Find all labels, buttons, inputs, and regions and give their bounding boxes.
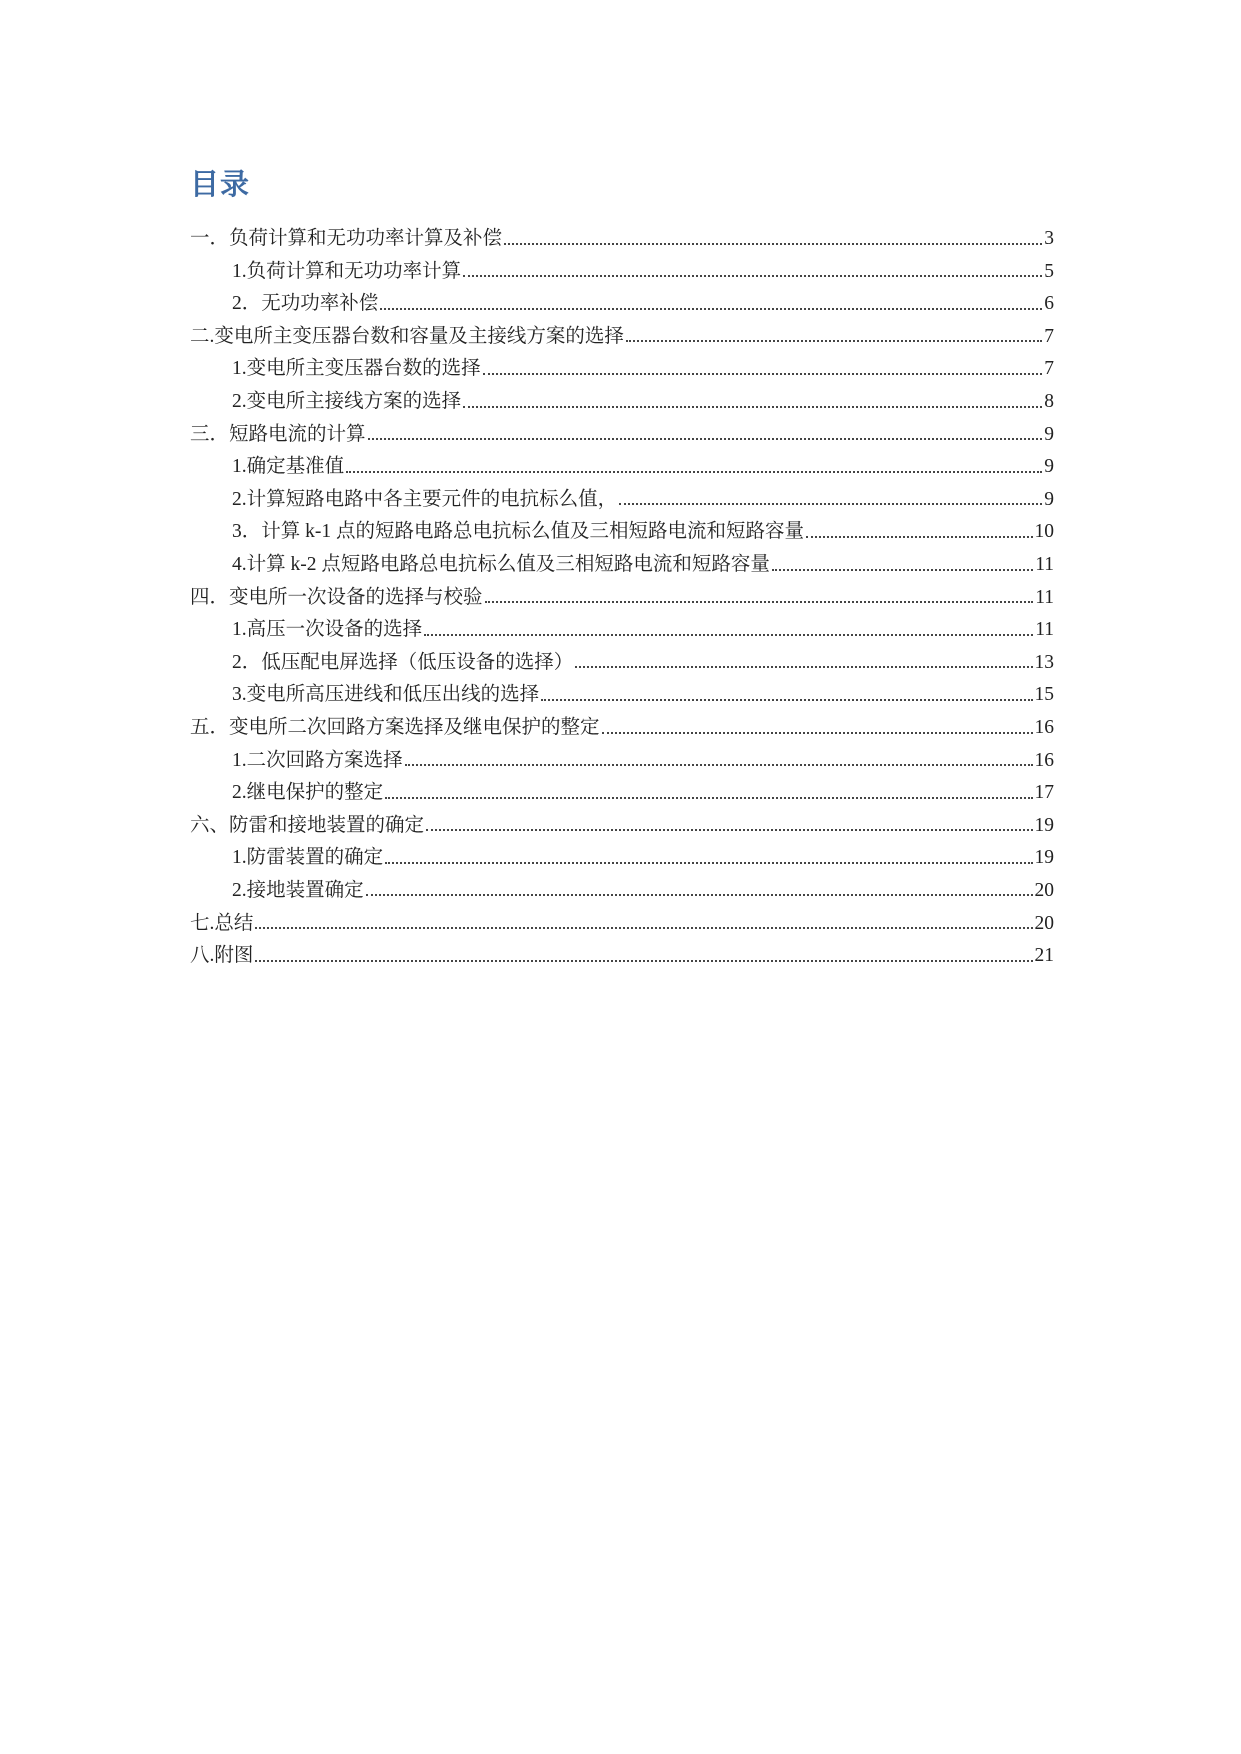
toc-entry[interactable] — [190, 513, 1054, 546]
toc-entry-page-number: 21 — [1034, 945, 1054, 967]
toc-entry-page-number: 20 — [1034, 879, 1054, 901]
toc-entry[interactable] — [190, 579, 1054, 612]
toc-dot-leader — [255, 960, 1032, 962]
toc-entry-page-number: 10 — [1034, 521, 1054, 543]
toc-entry[interactable] — [190, 937, 1054, 970]
toc-entry-label: 3.变电所高压进线和低压出线的选择 — [232, 684, 540, 706]
toc-entry[interactable] — [190, 481, 1054, 514]
toc-entry-label: 七.总结 — [190, 912, 254, 934]
toc-entry[interactable] — [190, 448, 1054, 481]
toc-dot-leader — [426, 829, 1032, 831]
toc-dot-leader — [255, 927, 1032, 929]
toc-dot-leader — [485, 601, 1034, 603]
toc-entry-page-number: 3 — [1044, 228, 1054, 250]
toc-entry[interactable] — [190, 253, 1054, 286]
toc-entry-label: 1.二次回路方案选择 — [232, 749, 403, 771]
toc-entry-page-number: 15 — [1034, 684, 1054, 706]
toc-entry-page-number: 7 — [1044, 358, 1054, 380]
toc-entry[interactable] — [190, 220, 1054, 253]
toc-entry-page-number: 8 — [1044, 391, 1054, 413]
toc-dot-leader — [483, 373, 1043, 375]
toc-dot-leader — [806, 536, 1033, 538]
toc-entry-page-number: 16 — [1034, 749, 1054, 771]
toc-entry[interactable] — [190, 709, 1054, 742]
toc-entry-label: 2.继电保护的整定 — [232, 782, 384, 804]
toc-dot-leader — [504, 243, 1042, 245]
toc-entry-label: 八.附图 — [190, 945, 254, 967]
toc-entry[interactable] — [190, 611, 1054, 644]
toc-entry-label: 2．无功功率补偿 — [232, 293, 379, 315]
toc-entry-page-number: 19 — [1034, 847, 1054, 869]
toc-entry-label: 1.变电所主变压器台数的选择 — [232, 358, 481, 380]
toc-entry-label: 2.计算短路电路中各主要元件的电抗标么值， — [232, 488, 618, 510]
toc-entry-label: 1.确定基准值 — [232, 456, 345, 478]
toc-entry-label: 2．低压配电屏选择（低压设备的选择） — [232, 651, 574, 673]
toc-entry[interactable] — [190, 807, 1054, 840]
toc-entry[interactable] — [190, 676, 1054, 709]
toc-entry-label: 2.接地装置确定 — [232, 879, 364, 901]
toc-entry-page-number: 9 — [1044, 488, 1054, 510]
toc-entry-label: 三．短路电流的计算 — [190, 423, 366, 445]
toc-dot-leader — [385, 797, 1032, 799]
toc-entry[interactable] — [190, 285, 1054, 318]
toc-entry[interactable] — [190, 904, 1054, 937]
toc-entry[interactable] — [190, 839, 1054, 872]
toc-entry-label: 2.变电所主接线方案的选择 — [232, 391, 462, 413]
toc-entry-label: 一．负荷计算和无功功率计算及补偿 — [190, 228, 503, 250]
toc-entry[interactable] — [190, 872, 1054, 905]
toc-entry[interactable] — [190, 742, 1054, 775]
toc-dot-leader — [575, 666, 1032, 668]
toc-entry[interactable] — [190, 383, 1054, 416]
toc-entry-page-number: 17 — [1034, 782, 1054, 804]
toc-dot-leader — [602, 732, 1033, 734]
toc-dot-leader — [772, 569, 1033, 571]
toc-entry-page-number: 11 — [1035, 619, 1054, 641]
toc-entry-label: 1.负荷计算和无功功率计算 — [232, 260, 462, 282]
toc-entry[interactable] — [190, 546, 1054, 579]
toc-entry[interactable] — [190, 318, 1054, 351]
toc-list — [190, 220, 1054, 970]
toc-dot-leader — [619, 503, 1042, 505]
toc-dot-leader — [405, 764, 1033, 766]
toc-entry[interactable] — [190, 350, 1054, 383]
toc-entry-page-number: 19 — [1034, 814, 1054, 836]
toc-dot-leader — [346, 471, 1042, 473]
toc-entry-page-number: 11 — [1035, 586, 1054, 608]
toc-entry-page-number: 7 — [1044, 325, 1054, 347]
toc-entry-label: 4.计算 k-2 点短路电路总电抗标么值及三相短路电流和短路容量 — [232, 554, 770, 576]
toc-entry[interactable] — [190, 416, 1054, 449]
toc-entry-label: 3．计算 k-1 点的短路电路总电抗标么值及三相短路电流和短路容量 — [232, 521, 804, 543]
toc-dot-leader — [366, 894, 1033, 896]
toc-entry-label: 二.变电所主变压器台数和容量及主接线方案的选择 — [190, 325, 624, 347]
toc-dot-leader — [463, 406, 1042, 408]
toc-dot-leader — [626, 340, 1042, 342]
toc-dot-leader — [424, 634, 1033, 636]
toc-entry-label: 六、防雷和接地装置的确定 — [190, 814, 425, 836]
toc-dot-leader — [541, 699, 1032, 701]
toc-entry-page-number: 6 — [1044, 293, 1054, 315]
toc-dot-leader — [385, 862, 1032, 864]
toc-entry-label: 五．变电所二次回路方案选择及继电保护的整定 — [190, 717, 600, 738]
toc-entry-page-number: 11 — [1035, 554, 1054, 576]
toc-entry[interactable] — [190, 774, 1054, 807]
toc-title: 目录 — [190, 167, 251, 201]
toc-entry[interactable] — [190, 644, 1054, 677]
toc-dot-leader — [368, 438, 1043, 440]
toc-dot-leader — [463, 275, 1042, 277]
toc-dot-leader — [380, 308, 1042, 310]
toc-entry-page-number: 16 — [1034, 717, 1054, 738]
toc-entry-page-number: 9 — [1044, 456, 1054, 478]
toc-entry-label: 1.防雷装置的确定 — [232, 847, 384, 869]
toc-entry-label: 1.高压一次设备的选择 — [232, 619, 423, 641]
toc-entry-page-number: 5 — [1044, 260, 1054, 282]
toc-entry-label: 四．变电所一次设备的选择与校验 — [190, 586, 483, 608]
toc-entry-page-number: 9 — [1044, 423, 1054, 445]
toc-entry-page-number: 13 — [1034, 651, 1054, 673]
toc-entry-page-number: 20 — [1034, 912, 1054, 934]
